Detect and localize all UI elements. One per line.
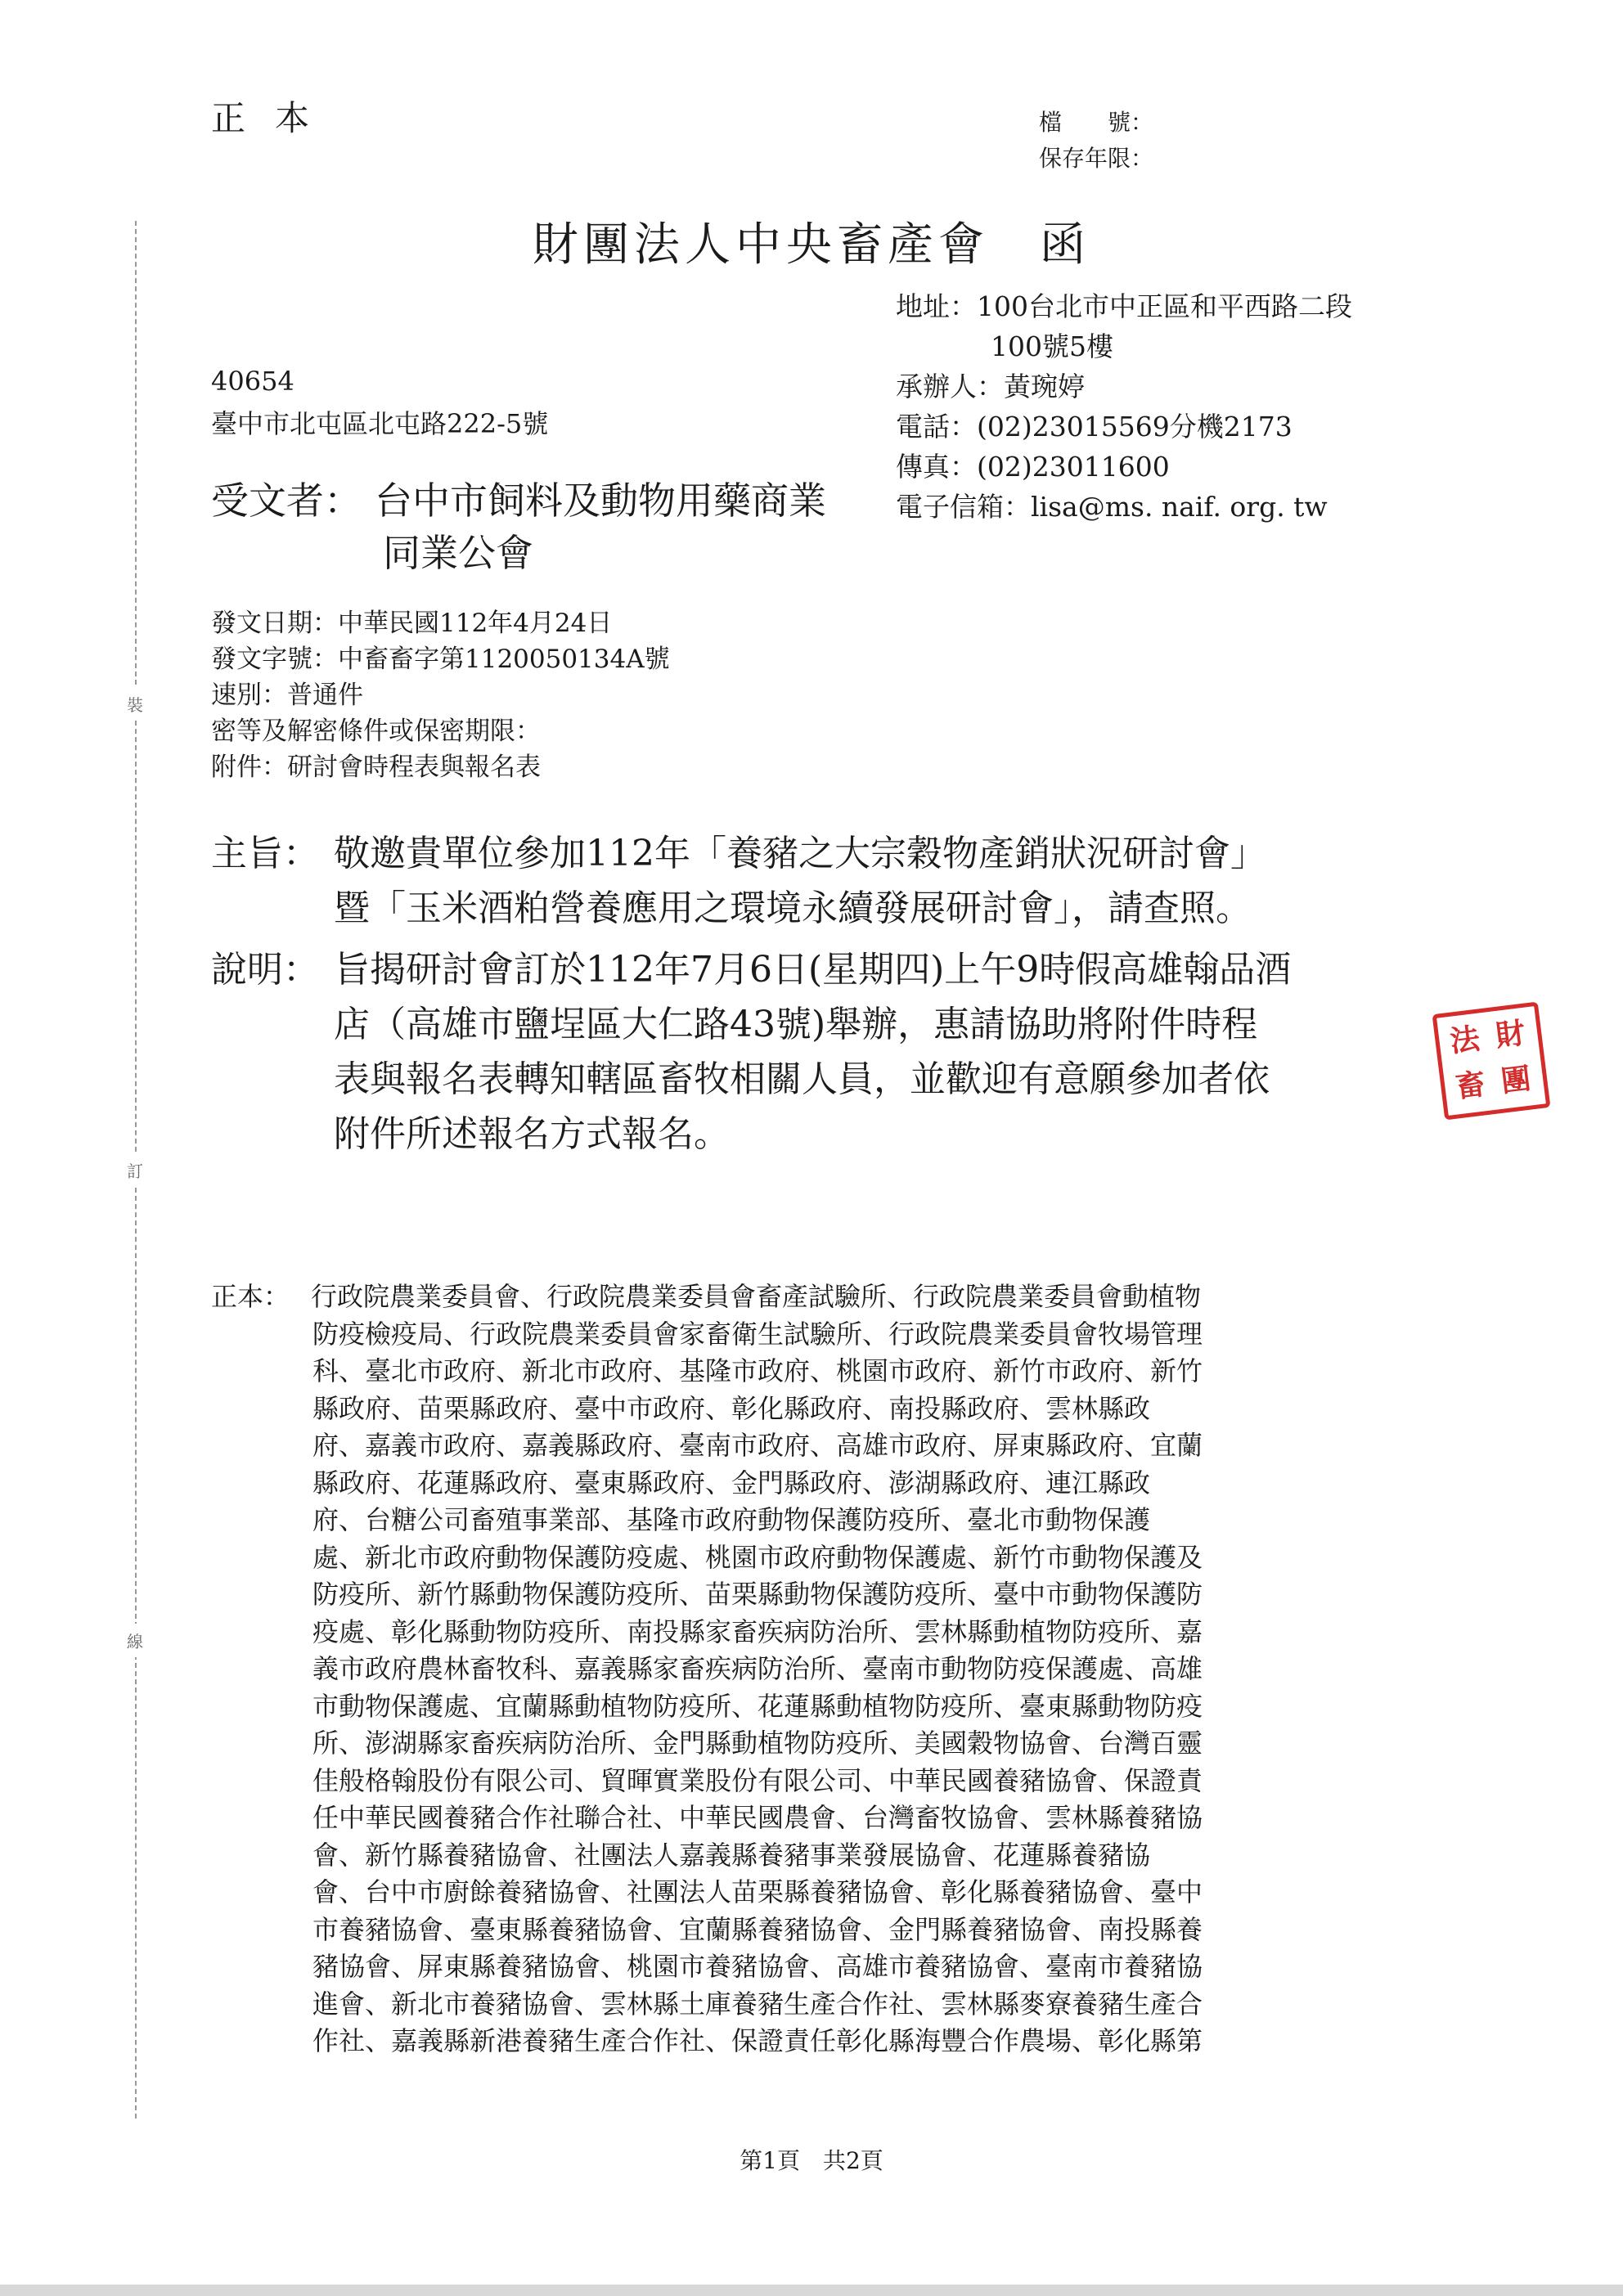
cc-line: 處、新北市政府動物保護防疫處、桃園市政府動物保護處、新竹市動物保護及: [312, 1541, 1203, 1573]
issue-date: 發文日期：中華民國112年4月24日: [211, 609, 613, 638]
document-title: 財團法人中央畜產會 函: [533, 218, 1090, 272]
cc-line: 府、嘉義市政府、嘉義縣政府、臺南市政府、高雄市政府、屏東縣政府、宜蘭: [312, 1430, 1203, 1461]
page-number: 第1頁 共2頁: [740, 2147, 883, 2174]
subject-label: 主旨：: [211, 833, 319, 874]
subject-line: 暨「玉米酒粕營養應用之環境永續發展研討會」，請查照。: [334, 887, 1252, 929]
explanation-line: 店（高雄市鹽埕區大仁路43號)舉辦，惠請協助將附件時程: [334, 1004, 1258, 1045]
cc-line: 疫處、彰化縣動物防疫所、南投縣家畜疾病防治所、雲林縣動植物防疫所、嘉: [312, 1615, 1203, 1647]
cc-line: 義市政府農林畜牧科、嘉義縣家畜疾病防治所、臺南市動物防疫保護處、高雄: [312, 1653, 1203, 1684]
cc-line: 所、澎湖縣家畜疾病防治所、金門縣動植物防疫所、美國穀物協會、台灣百靈: [312, 1728, 1203, 1759]
seal-char: 財: [1493, 1015, 1527, 1054]
cc-line: 府、台糖公司畜殖事業部、基隆市政府動物保護防疫所、臺北市動物保護: [312, 1504, 1151, 1535]
cc-line: 進會、新北市養豬協會、雲林縣土庫養豬生產合作社、雲林縣麥寮養豬生產合: [312, 1988, 1203, 2020]
cc-label: 正本：: [211, 1281, 290, 1312]
cc-line: 會、台中市廚餘養豬協會、社團法人苗栗縣養豬協會、彰化縣養豬協會、臺中: [312, 1876, 1203, 1907]
phone-number: (02)23015569分機2173: [977, 411, 1293, 443]
priority: 速別：普通件: [211, 681, 363, 710]
cc-line: 防疫檢疫局、行政院農業委員會家畜衛生試驗所、行政院農業委員會牧場管理: [312, 1318, 1203, 1350]
phone-label: 電話：: [896, 411, 977, 443]
cc-line: 科、臺北市政府、新北市政府、基隆市政府、桃園市政府、新竹市政府、新竹: [312, 1355, 1203, 1386]
cc-line: 縣政府、苗栗縣政府、臺中市政府、彰化縣政府、南投縣政府、雲林縣政: [312, 1392, 1151, 1424]
file-number-label: 檔 號：: [1039, 109, 1154, 136]
address-line: 臺中市北屯區北屯路222-5號: [211, 408, 549, 439]
file-meta: [1039, 105, 1153, 177]
email-label: 電子信箱：: [896, 491, 1031, 523]
email-address: lisa@ms. naif. org. tw: [1031, 491, 1328, 523]
explanation-line: 旨揭研討會訂於112年7月6日(星期四)上午9時假高雄翰品酒: [334, 949, 1292, 991]
cc-line: 市動物保護處、宜蘭縣動植物防疫所、花蓮縣動植物防疫所、臺東縣動物防疫: [312, 1690, 1203, 1722]
cc-line: 市養豬協會、臺東縣養豬協會、宜蘭縣養豬協會、金門縣養豬協會、南投縣養: [312, 1913, 1203, 1945]
explanation-line: 表與報名表轉知轄區畜牧相關人員，並歡迎有意願參加者依: [334, 1058, 1270, 1100]
cc-line: 佳般格翰股份有限公司、貿暉實業股份有限公司、中華民國養豬協會、保證責: [312, 1764, 1203, 1796]
scan-edge: [0, 2285, 1623, 2296]
cc-line: 防疫所、新竹縣動物保護防疫所、苗栗縣動物保護防疫所、臺中市動物保護防: [312, 1579, 1203, 1610]
fax-number: (02)23011600: [977, 451, 1170, 483]
seal-char: 法: [1448, 1021, 1482, 1059]
contact-name: 黃琬婷: [1004, 371, 1085, 402]
binding-mark: 線: [123, 1624, 147, 1657]
security-level: 密等及解密條件或保密期限：: [211, 717, 541, 746]
sender-address-cont: 100號5樓: [991, 330, 1113, 362]
cc-line: 作社、嘉義縣新港養豬生產合作社、保證責任彰化縣海豐合作農場、彰化縣第: [312, 2025, 1203, 2056]
cc-line: 任中華民國養豬合作社聯合社、中華民國農會、台灣畜牧協會、雲林縣養豬協: [312, 1802, 1203, 1833]
recipient-block: [211, 474, 826, 579]
cc-line: 會、新竹縣養豬協會、社團法人嘉義縣養豬事業發展協會、花蓮縣養豬協: [312, 1839, 1151, 1871]
subject-line: 敬邀貴單位參加112年「養豬之大宗穀物產銷狀況研討會」: [334, 833, 1266, 874]
main-body: [211, 826, 1291, 1161]
binding-mark: 裝: [123, 687, 147, 721]
cc-line: 豬協會、屏東縣養豬協會、桃園市養豬協會、高雄市養豬協會、臺南市養豬協: [312, 1951, 1203, 1982]
copy-mark: 正本: [211, 98, 339, 138]
retention-label: 保存年限：: [1039, 145, 1154, 172]
seal-char: 畜: [1454, 1067, 1487, 1105]
contact-label: 承辦人：: [896, 371, 1004, 402]
recipient-label: 受文者：: [211, 479, 362, 523]
cc-list: [211, 1278, 1203, 2060]
official-seal: [1432, 1002, 1551, 1121]
cc-line: 縣政府、花蓮縣政府、臺東縣政府、金門縣政府、澎湖縣政府、連江縣政: [312, 1467, 1151, 1498]
postal-code: 40654: [211, 366, 294, 397]
attachments: 附件：研討會時程表與報名表: [211, 753, 541, 782]
explanation-line: 附件所述報名方式報名。: [334, 1113, 730, 1155]
explanation-label: 說明：: [211, 949, 319, 991]
fax-label: 傳真：: [896, 451, 977, 483]
address-label: 地址：: [896, 290, 977, 322]
cc-line: 行政院農業委員會、行政院農業委員會畜產試驗所、行政院農業委員會動植物: [311, 1281, 1202, 1312]
binding-mark: 訂: [123, 1153, 147, 1187]
sender-address: 100台北市中正區和平西路二段: [977, 290, 1352, 322]
document-number: 發文字號：中畜畜字第1120050134A號: [211, 645, 670, 674]
document-meta: [211, 605, 670, 785]
sender-info: [896, 286, 1352, 527]
recipient-name: 台中市飼料及動物用藥商業: [375, 479, 826, 523]
recipient-name-cont: 同業公會: [383, 531, 533, 575]
seal-char: 團: [1499, 1061, 1533, 1099]
recipient-address: [211, 360, 548, 445]
